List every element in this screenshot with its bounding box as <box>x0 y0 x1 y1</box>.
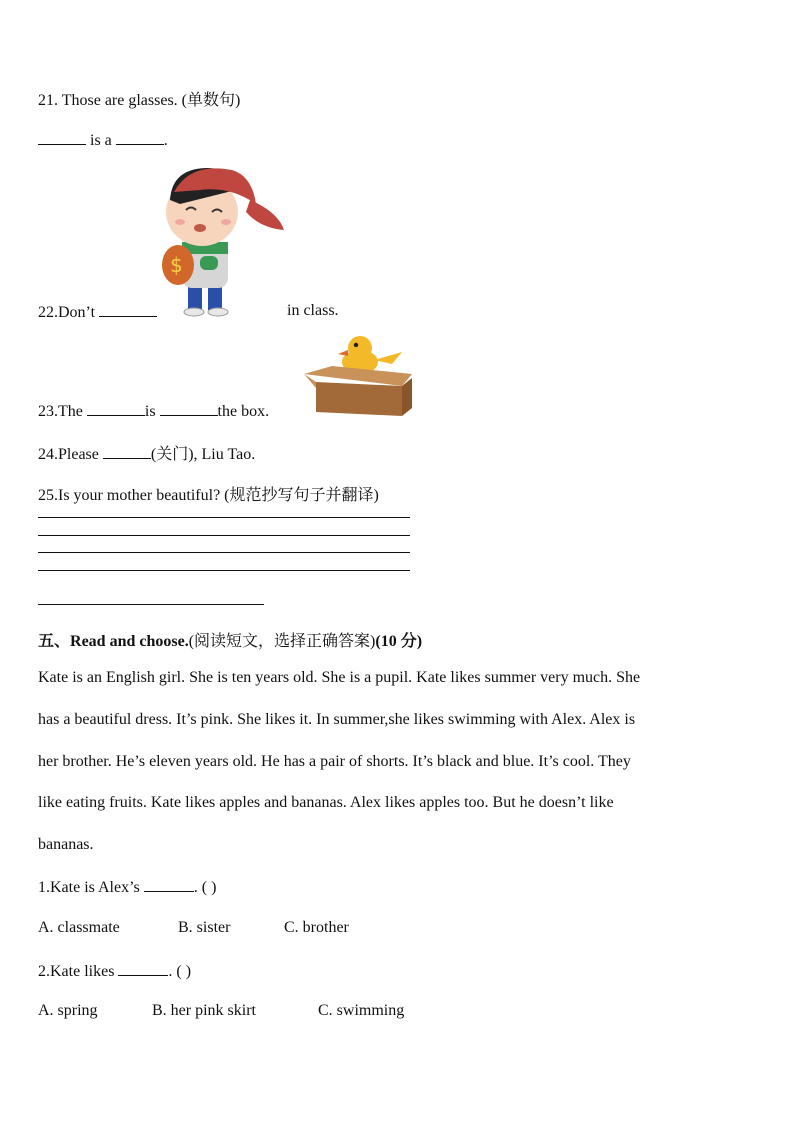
section-note: (阅读短文，选择正确答案) <box>188 633 376 650</box>
writing-line[interactable] <box>38 570 410 571</box>
answer-blank[interactable] <box>87 401 145 416</box>
question-22-end-text: in class. <box>287 302 339 319</box>
question-24-text: 24.Please <box>38 446 99 463</box>
mc-2-option-a[interactable]: A. spring <box>38 1002 98 1019</box>
question-24-end-text: (关门), Liu Tao. <box>150 446 256 463</box>
mc-2-option-c[interactable]: C. swimming <box>318 1002 405 1019</box>
answer-line-end-text: . <box>163 132 168 149</box>
mc-question-1-stem: 1.Kate is Alex’s <box>38 879 140 896</box>
answer-blank[interactable] <box>99 302 157 317</box>
answer-blank[interactable] <box>38 130 86 145</box>
answer-blank[interactable] <box>160 401 218 416</box>
section-number: 五、 <box>38 633 71 650</box>
section-score: (10 分) <box>375 633 423 650</box>
question-23-end-text: the box. <box>217 403 270 420</box>
question-21-text: . Those are glasses. (单数句) <box>54 92 241 109</box>
question-22 <box>38 302 157 322</box>
duck-in-box-icon <box>302 332 418 418</box>
answer-blank[interactable] <box>103 444 151 459</box>
mc-question-2-stem: 2.Kate likes <box>38 963 115 980</box>
writing-line[interactable] <box>38 517 410 518</box>
mc-1-option-a[interactable]: A. classmate <box>38 919 120 936</box>
passage-line: her brother. He’s eleven years old. He has a pair of shorts. It’s black and blue. It’s cool. They <box>38 753 631 770</box>
mc-1-option-c[interactable]: C. brother <box>284 919 349 936</box>
answer-paren[interactable]: . ( ) <box>168 963 192 980</box>
passage-line: bananas. <box>38 836 94 853</box>
writing-line[interactable] <box>38 552 410 553</box>
question-21-number: 21 <box>38 92 54 109</box>
question-23-text: 23.The <box>38 403 83 420</box>
answer-paren[interactable]: . ( ) <box>193 879 217 896</box>
question-23 <box>38 401 269 421</box>
question-23-mid-text: is <box>144 403 156 420</box>
question-21 <box>38 87 240 110</box>
passage-line: Kate is an English girl. She is ten years old. She is a pupil. Kate likes summer very much. She <box>38 669 641 686</box>
writing-line[interactable] <box>38 535 410 536</box>
answer-blank[interactable] <box>144 877 194 892</box>
mc-1-option-b[interactable]: B. sister <box>178 919 231 936</box>
question-24 <box>38 441 255 464</box>
section-5-heading <box>38 628 422 651</box>
mc-question-2 <box>38 961 191 981</box>
question-21-answer-line <box>38 130 168 150</box>
answer-line-mid-text: is a <box>90 132 112 149</box>
boy-with-cap-icon <box>160 160 290 320</box>
writing-line[interactable] <box>38 604 264 605</box>
passage-line: has a beautiful dress. It’s pink. She likes it. In summer,she likes swimming with Alex. Alex is <box>38 711 636 728</box>
answer-blank[interactable] <box>118 961 168 976</box>
question-22-text: 22.Don’t <box>38 304 96 321</box>
passage-line: like eating fruits. Kate likes apples and bananas. Alex likes apples too. But he doesn’t like <box>38 794 614 811</box>
mc-question-1 <box>38 877 216 897</box>
question-25: 25.Is your mother beautiful? (规范抄写句子并翻译) <box>38 487 379 504</box>
answer-blank[interactable] <box>116 130 164 145</box>
mc-2-option-b[interactable]: B. her pink skirt <box>152 1002 256 1019</box>
section-title: Read and choose. <box>70 633 189 650</box>
svg-text:$: $ <box>170 253 183 277</box>
